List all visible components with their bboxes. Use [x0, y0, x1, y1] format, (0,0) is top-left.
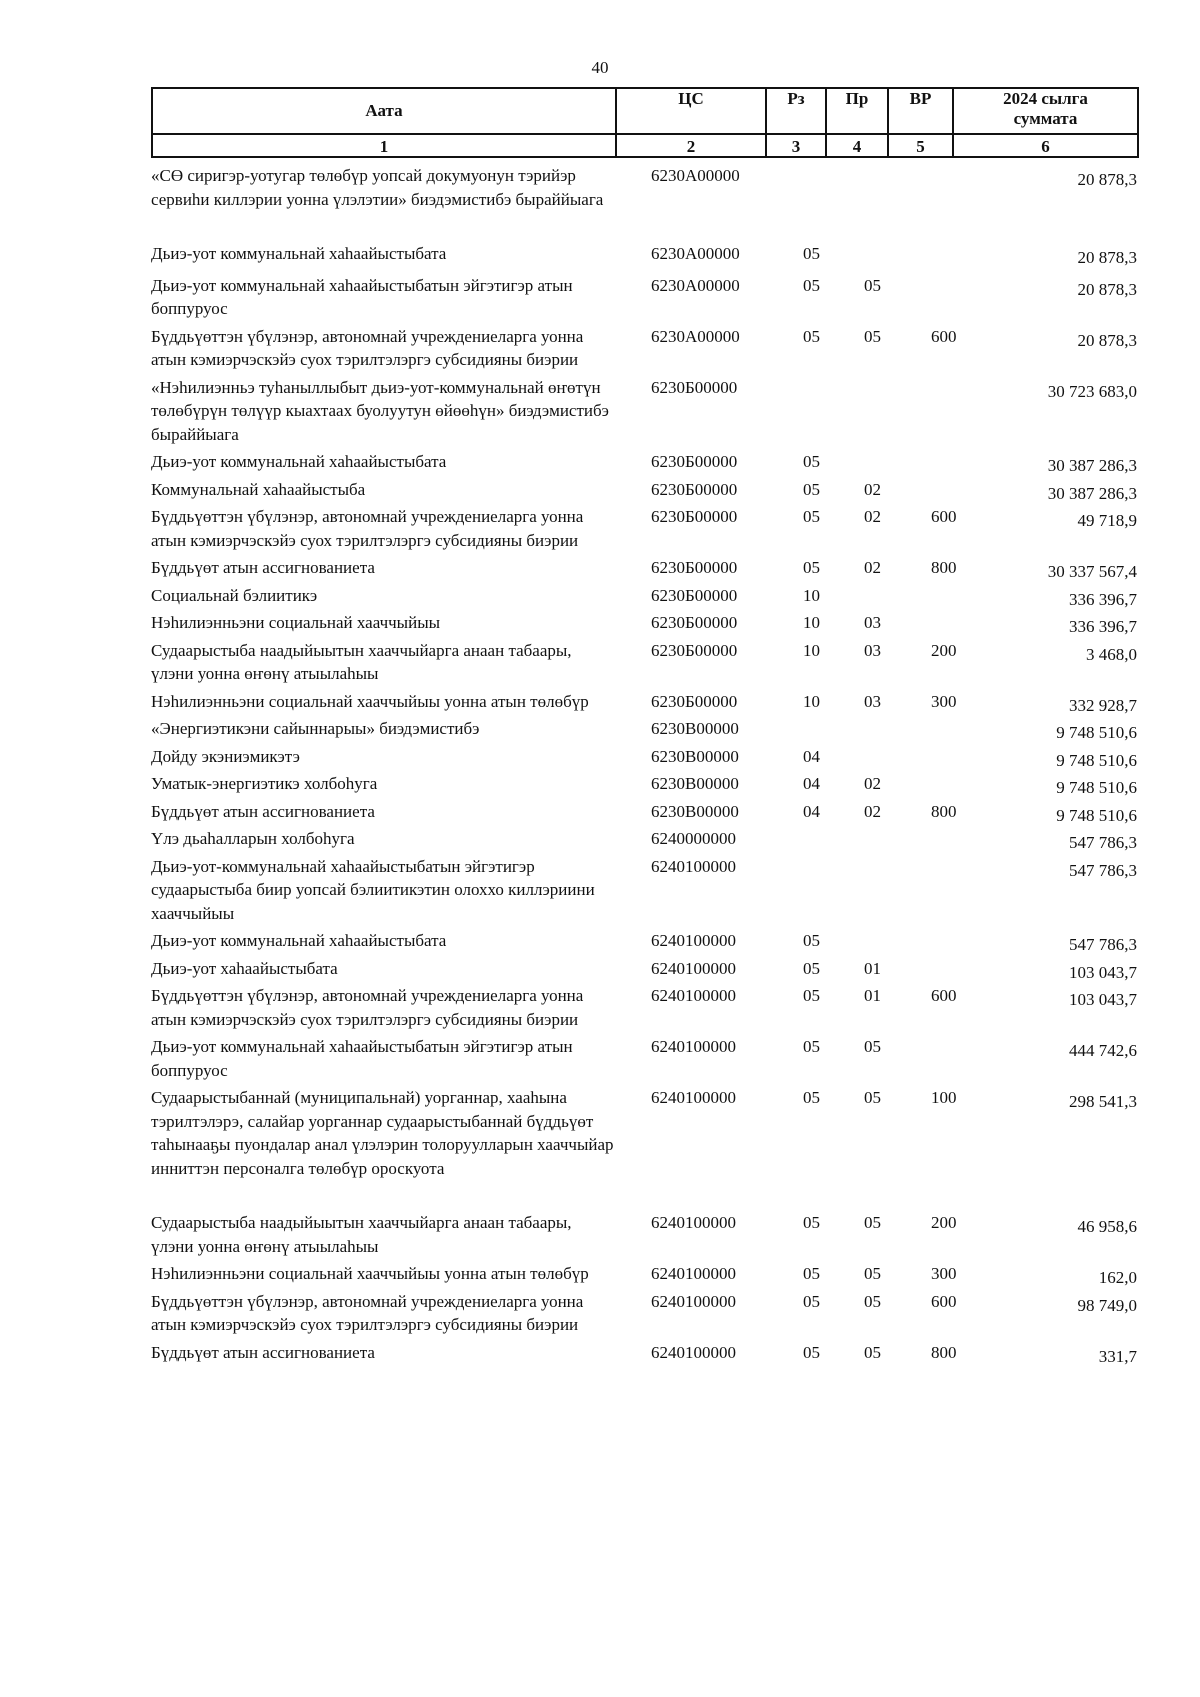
table-row: [151, 1290, 1137, 1337]
cell-sum: 547 786,3: [1069, 935, 1137, 954]
cell-rz: 05: [803, 1291, 820, 1311]
table-row: [151, 1211, 1137, 1258]
table-row: [151, 611, 1137, 635]
cell-name: «СӨ сиригэр-уотугар төлөбүр уопсай докумуонун тэрийэр сервиһи киллэрии уонна үлэлэтии» биэдэмистибэ быраййыага: [151, 166, 604, 209]
table-row: [151, 242, 1137, 266]
cell-vr: 600: [931, 986, 957, 1005]
cell-sum: 332 928,7: [1069, 695, 1137, 715]
cell-pr: 02: [864, 774, 881, 793]
table-row: [151, 164, 1137, 211]
cell-vr: 200: [931, 1213, 957, 1232]
cell-cs: 6240100000: [651, 1088, 736, 1107]
cell-rz: 05: [803, 1213, 820, 1232]
cell-rz: 10: [803, 691, 820, 711]
cell-cs: 6230А00000: [651, 326, 740, 346]
cell-rz: 05: [803, 275, 820, 295]
cell-cs: 6230В00000: [651, 774, 739, 793]
cell-sum: 162,0: [1098, 1268, 1137, 1287]
cell-name: Нэһилиэнньэни социальнай хааччыйыы: [151, 613, 441, 632]
cell-pr: 01: [864, 958, 881, 978]
cell-vr: 300: [931, 1264, 957, 1283]
cell-sum: 20 878,3: [1077, 330, 1137, 350]
cell-rz: 05: [803, 1088, 820, 1107]
cell-vr: 800: [931, 1342, 957, 1362]
table-row: [151, 745, 1137, 769]
table-row: [151, 929, 1137, 953]
cell-pr: 02: [864, 801, 881, 821]
cell-rz: 05: [803, 244, 820, 263]
cell-name: Дьиэ-уот коммунальнай хаһаайыстыбата: [151, 452, 447, 471]
cell-vr: 600: [931, 1291, 957, 1311]
table-row: [151, 584, 1137, 608]
cell-cs: 6230А00000: [651, 275, 740, 295]
cell-sum: 9 748 510,6: [1056, 805, 1137, 825]
cell-cs: 6240100000: [651, 1264, 736, 1283]
cell-rz: 04: [803, 746, 820, 766]
cell-sum: 331,7: [1098, 1346, 1137, 1366]
cell-name: Бүддьүөт атын ассигнованиета: [151, 1342, 375, 1362]
cell-name: Судаарыстыбаннай (муниципальнай) уорганнар, хааһына тэрилтэлэрэ, салайар уорганнар судаарыстыбаннай бүддьүөт таһынааҕы пуондалар анал үлэлэрин толоруулларын хааччыйар инниттэн персоналга төлөбүр ороскуота: [151, 1088, 614, 1178]
cell-cs: 6230Б00000: [651, 507, 738, 526]
table-row: [151, 505, 1137, 552]
column-number-2: 2: [616, 134, 766, 157]
cell-pr: 05: [864, 1264, 881, 1283]
cell-sum: 3 468,0: [1086, 644, 1137, 664]
cell-name: Үлэ дьаһалларын холбоһуга: [151, 829, 355, 848]
cell-name: Дьиэ-уот коммунальнай хаһаайыстыбатын эйгэтигэр атын боппуруос: [151, 1037, 573, 1080]
cell-pr: 05: [864, 1291, 881, 1311]
cell-name: Нэһилиэнньэни социальнай хааччыйыы уонна атын төлөбүр: [151, 1264, 589, 1283]
cell-sum: 336 396,7: [1069, 617, 1137, 636]
cell-cs: 6230В00000: [651, 719, 739, 738]
table-row: [151, 957, 1137, 981]
cell-cs: 6230А00000: [651, 166, 740, 185]
cell-name: Социальнай бэлиитикэ: [151, 585, 318, 605]
cell-sum: 20 878,3: [1077, 279, 1137, 299]
cell-sum: 20 878,3: [1077, 248, 1137, 267]
page-number: 40: [591, 58, 609, 77]
cell-pr: 03: [864, 640, 881, 660]
cell-vr: 100: [931, 1088, 957, 1107]
cell-pr: 05: [864, 1342, 881, 1362]
cell-cs: 6230Б00000: [651, 452, 738, 471]
cell-cs: 6230Б00000: [651, 377, 738, 397]
cell-cs: 6230Б00000: [651, 558, 738, 577]
column-header-vr: ВР: [888, 88, 953, 134]
cell-sum: 9 748 510,6: [1056, 750, 1137, 770]
cell-cs: 6240100000: [651, 931, 736, 950]
cell-name: Бүддьүөттэн үбүлэнэр, автономнай учреждениеларга уонна атын кэмиэрчэскэйэ суох тэрилтэлэргэ субсидияны биэрии: [151, 986, 584, 1029]
table-row: [151, 772, 1137, 796]
cell-vr: 600: [931, 507, 957, 526]
cell-pr: 05: [864, 1037, 881, 1056]
cell-pr: 05: [864, 275, 881, 295]
cell-pr: 02: [864, 479, 881, 499]
cell-rz: 05: [803, 326, 820, 346]
table-row: [151, 639, 1137, 686]
table-body: [151, 164, 1137, 1368]
cell-name: Бүддьүөт атын ассигнованиета: [151, 558, 375, 577]
cell-cs: 6240100000: [651, 1342, 736, 1362]
column-number-6: 6: [953, 134, 1138, 157]
cell-sum: 30 387 286,3: [1047, 483, 1137, 503]
cell-cs: 6230Б00000: [651, 640, 738, 660]
column-header-sum: [953, 88, 1138, 134]
cell-sum: 30 723 683,0: [1047, 381, 1137, 401]
cell-rz: 05: [803, 1342, 820, 1362]
cell-name: «Нэһилиэнньэ туһаныллыбыт дьиэ-уот-коммунальнай өҥөтүн төлөбүрүн төлүүр кыахтаах буолуутун өйөөһүн» биэдэмистибэ быраййыага: [151, 377, 609, 444]
table-row: [151, 376, 1137, 447]
column-header-sum-line2: суммата: [1013, 109, 1078, 128]
cell-rz: 05: [803, 507, 820, 526]
column-header-name: Аата: [152, 88, 616, 134]
cell-sum: 9 748 510,6: [1056, 723, 1137, 742]
cell-sum: 9 748 510,6: [1056, 778, 1137, 797]
table-row: [151, 717, 1137, 741]
cell-sum: 30 337 567,4: [1047, 562, 1137, 581]
cell-cs: 6240100000: [651, 1291, 736, 1311]
cell-vr: 600: [931, 326, 957, 346]
cell-sum: 444 742,6: [1069, 1041, 1137, 1060]
cell-cs: 6230Б00000: [651, 479, 738, 499]
cell-vr: 300: [931, 691, 957, 711]
cell-rz: 04: [803, 774, 820, 793]
cell-sum: 98 749,0: [1077, 1295, 1137, 1315]
cell-cs: 6230Б00000: [651, 691, 738, 711]
cell-name: Дьиэ-уот коммунальнай хаһаайыстыбатын эйгэтигэр атын боппуруос: [151, 275, 573, 318]
cell-sum: 46 958,6: [1077, 1217, 1137, 1236]
cell-pr: 05: [864, 1088, 881, 1107]
table-row: [151, 274, 1137, 321]
cell-sum: 103 043,7: [1069, 990, 1137, 1009]
cell-sum: 298 541,3: [1069, 1092, 1137, 1111]
cell-name: Судаарыстыба наадыйыытын хааччыйарга анаан табаары, үлэни уонна өҥөнү атыылаһыы: [151, 1213, 572, 1256]
column-header-sum-line1: 2024 сылга: [1003, 89, 1088, 108]
cell-cs: 6240100000: [651, 958, 736, 978]
cell-cs: 6230Б00000: [651, 613, 738, 632]
cell-pr: 03: [864, 691, 881, 711]
cell-rz: 10: [803, 613, 820, 632]
cell-sum: 547 786,3: [1069, 860, 1137, 880]
cell-name: Нэһилиэнньэни социальнай хааччыйыы уонна атын төлөбүр: [151, 691, 589, 711]
cell-rz: 05: [803, 479, 820, 499]
cell-cs: 6230А00000: [651, 244, 740, 263]
column-header-cs: ЦС: [616, 88, 766, 134]
cell-name: Уматык-энергиэтикэ холбоһуга: [151, 774, 378, 793]
cell-pr: 02: [864, 558, 881, 577]
cell-rz: 05: [803, 1037, 820, 1056]
cell-name: Бүддьүөттэн үбүлэнэр, автономнай учреждениеларга уонна атын кэмиэрчэскэйэ суох тэрилтэлэргэ субсидияны биэрии: [151, 1291, 584, 1334]
column-number-5: 5: [888, 134, 953, 157]
cell-rz: 10: [803, 640, 820, 660]
table-row: [151, 556, 1137, 580]
cell-name: Бүддьүөттэн үбүлэнэр, автономнай учреждениеларга уонна атын кэмиэрчэскэйэ суох тэрилтэлэргэ субсидияны биэрии: [151, 507, 584, 550]
cell-cs: 6240100000: [651, 856, 736, 876]
column-number-1: 1: [152, 134, 616, 157]
table-row: [151, 478, 1137, 502]
cell-name: Бүддьүөттэн үбүлэнэр, автономнай учреждениеларга уонна атын кэмиэрчэскэйэ суох тэрилтэлэргэ субсидияны биэрии: [151, 326, 584, 369]
cell-vr: 200: [931, 640, 957, 660]
cell-cs: 6240100000: [651, 1213, 736, 1232]
cell-name: Дьиэ-уот хаһаайыстыбата: [151, 958, 338, 978]
cell-sum: 547 786,3: [1069, 833, 1137, 852]
cell-name: «Энергиэтикэни сайыннарыы» биэдэмистибэ: [151, 719, 480, 738]
cell-pr: 03: [864, 613, 881, 632]
table-row: [151, 984, 1137, 1031]
cell-sum: 49 718,9: [1077, 511, 1137, 530]
cell-rz: 05: [803, 958, 820, 978]
cell-pr: 05: [864, 1213, 881, 1232]
cell-name: Дьиэ-уот коммунальнай хаһаайыстыбата: [151, 244, 447, 263]
cell-pr: 02: [864, 507, 881, 526]
cell-name: Дойду экэниэмикэтэ: [151, 746, 300, 766]
table-row: [151, 1035, 1137, 1082]
table-row: [151, 1262, 1137, 1286]
cell-rz: 05: [803, 452, 820, 471]
cell-rz: 05: [803, 931, 820, 950]
table-row: [151, 1341, 1137, 1365]
cell-cs: 6230Б00000: [651, 585, 738, 605]
cell-rz: 04: [803, 801, 820, 821]
cell-name: Судаарыстыба наадыйыытын хааччыйарга анаан табаары, үлэни уонна өҥөнү атыылаһыы: [151, 640, 572, 683]
cell-cs: 6240100000: [651, 1037, 736, 1056]
cell-rz: 05: [803, 1264, 820, 1283]
cell-name: Дьиэ-уот-коммунальнай хаһаайыстыбатын эйгэтигэр судаарыстыба биир уопсай бэлиитикэтин олоххо киллэриини хааччыйыы: [151, 856, 595, 923]
column-number-3: 3: [766, 134, 826, 157]
table-row: [151, 325, 1137, 372]
table-row: [151, 450, 1137, 474]
table-row: [151, 800, 1137, 824]
table-row: [151, 855, 1137, 926]
cell-sum: 336 396,7: [1069, 589, 1137, 609]
table-row: [151, 1086, 1137, 1180]
table-header: [151, 87, 1139, 158]
cell-name: Бүддьүөт атын ассигнованиета: [151, 801, 375, 821]
cell-sum: 103 043,7: [1069, 962, 1137, 982]
cell-sum: 20 878,3: [1077, 170, 1137, 189]
cell-vr: 800: [931, 558, 957, 577]
table-row: [151, 690, 1137, 714]
column-header-pr: Пр: [826, 88, 888, 134]
cell-rz: 05: [803, 986, 820, 1005]
cell-name: Дьиэ-уот коммунальнай хаһаайыстыбата: [151, 931, 447, 950]
cell-cs: 6240000000: [651, 829, 736, 848]
cell-sum: 30 387 286,3: [1047, 456, 1137, 475]
column-number-4: 4: [826, 134, 888, 157]
cell-rz: 10: [803, 585, 820, 605]
cell-vr: 800: [931, 801, 957, 821]
cell-pr: 01: [864, 986, 881, 1005]
cell-rz: 05: [803, 558, 820, 577]
cell-cs: 6240100000: [651, 986, 736, 1005]
cell-cs: 6230В00000: [651, 746, 739, 766]
cell-cs: 6230В00000: [651, 801, 739, 821]
cell-name: Коммунальнай хаһаайыстыба: [151, 479, 366, 499]
cell-pr: 05: [864, 326, 881, 346]
table-row: [151, 827, 1137, 851]
column-header-rz: Рз: [766, 88, 826, 134]
